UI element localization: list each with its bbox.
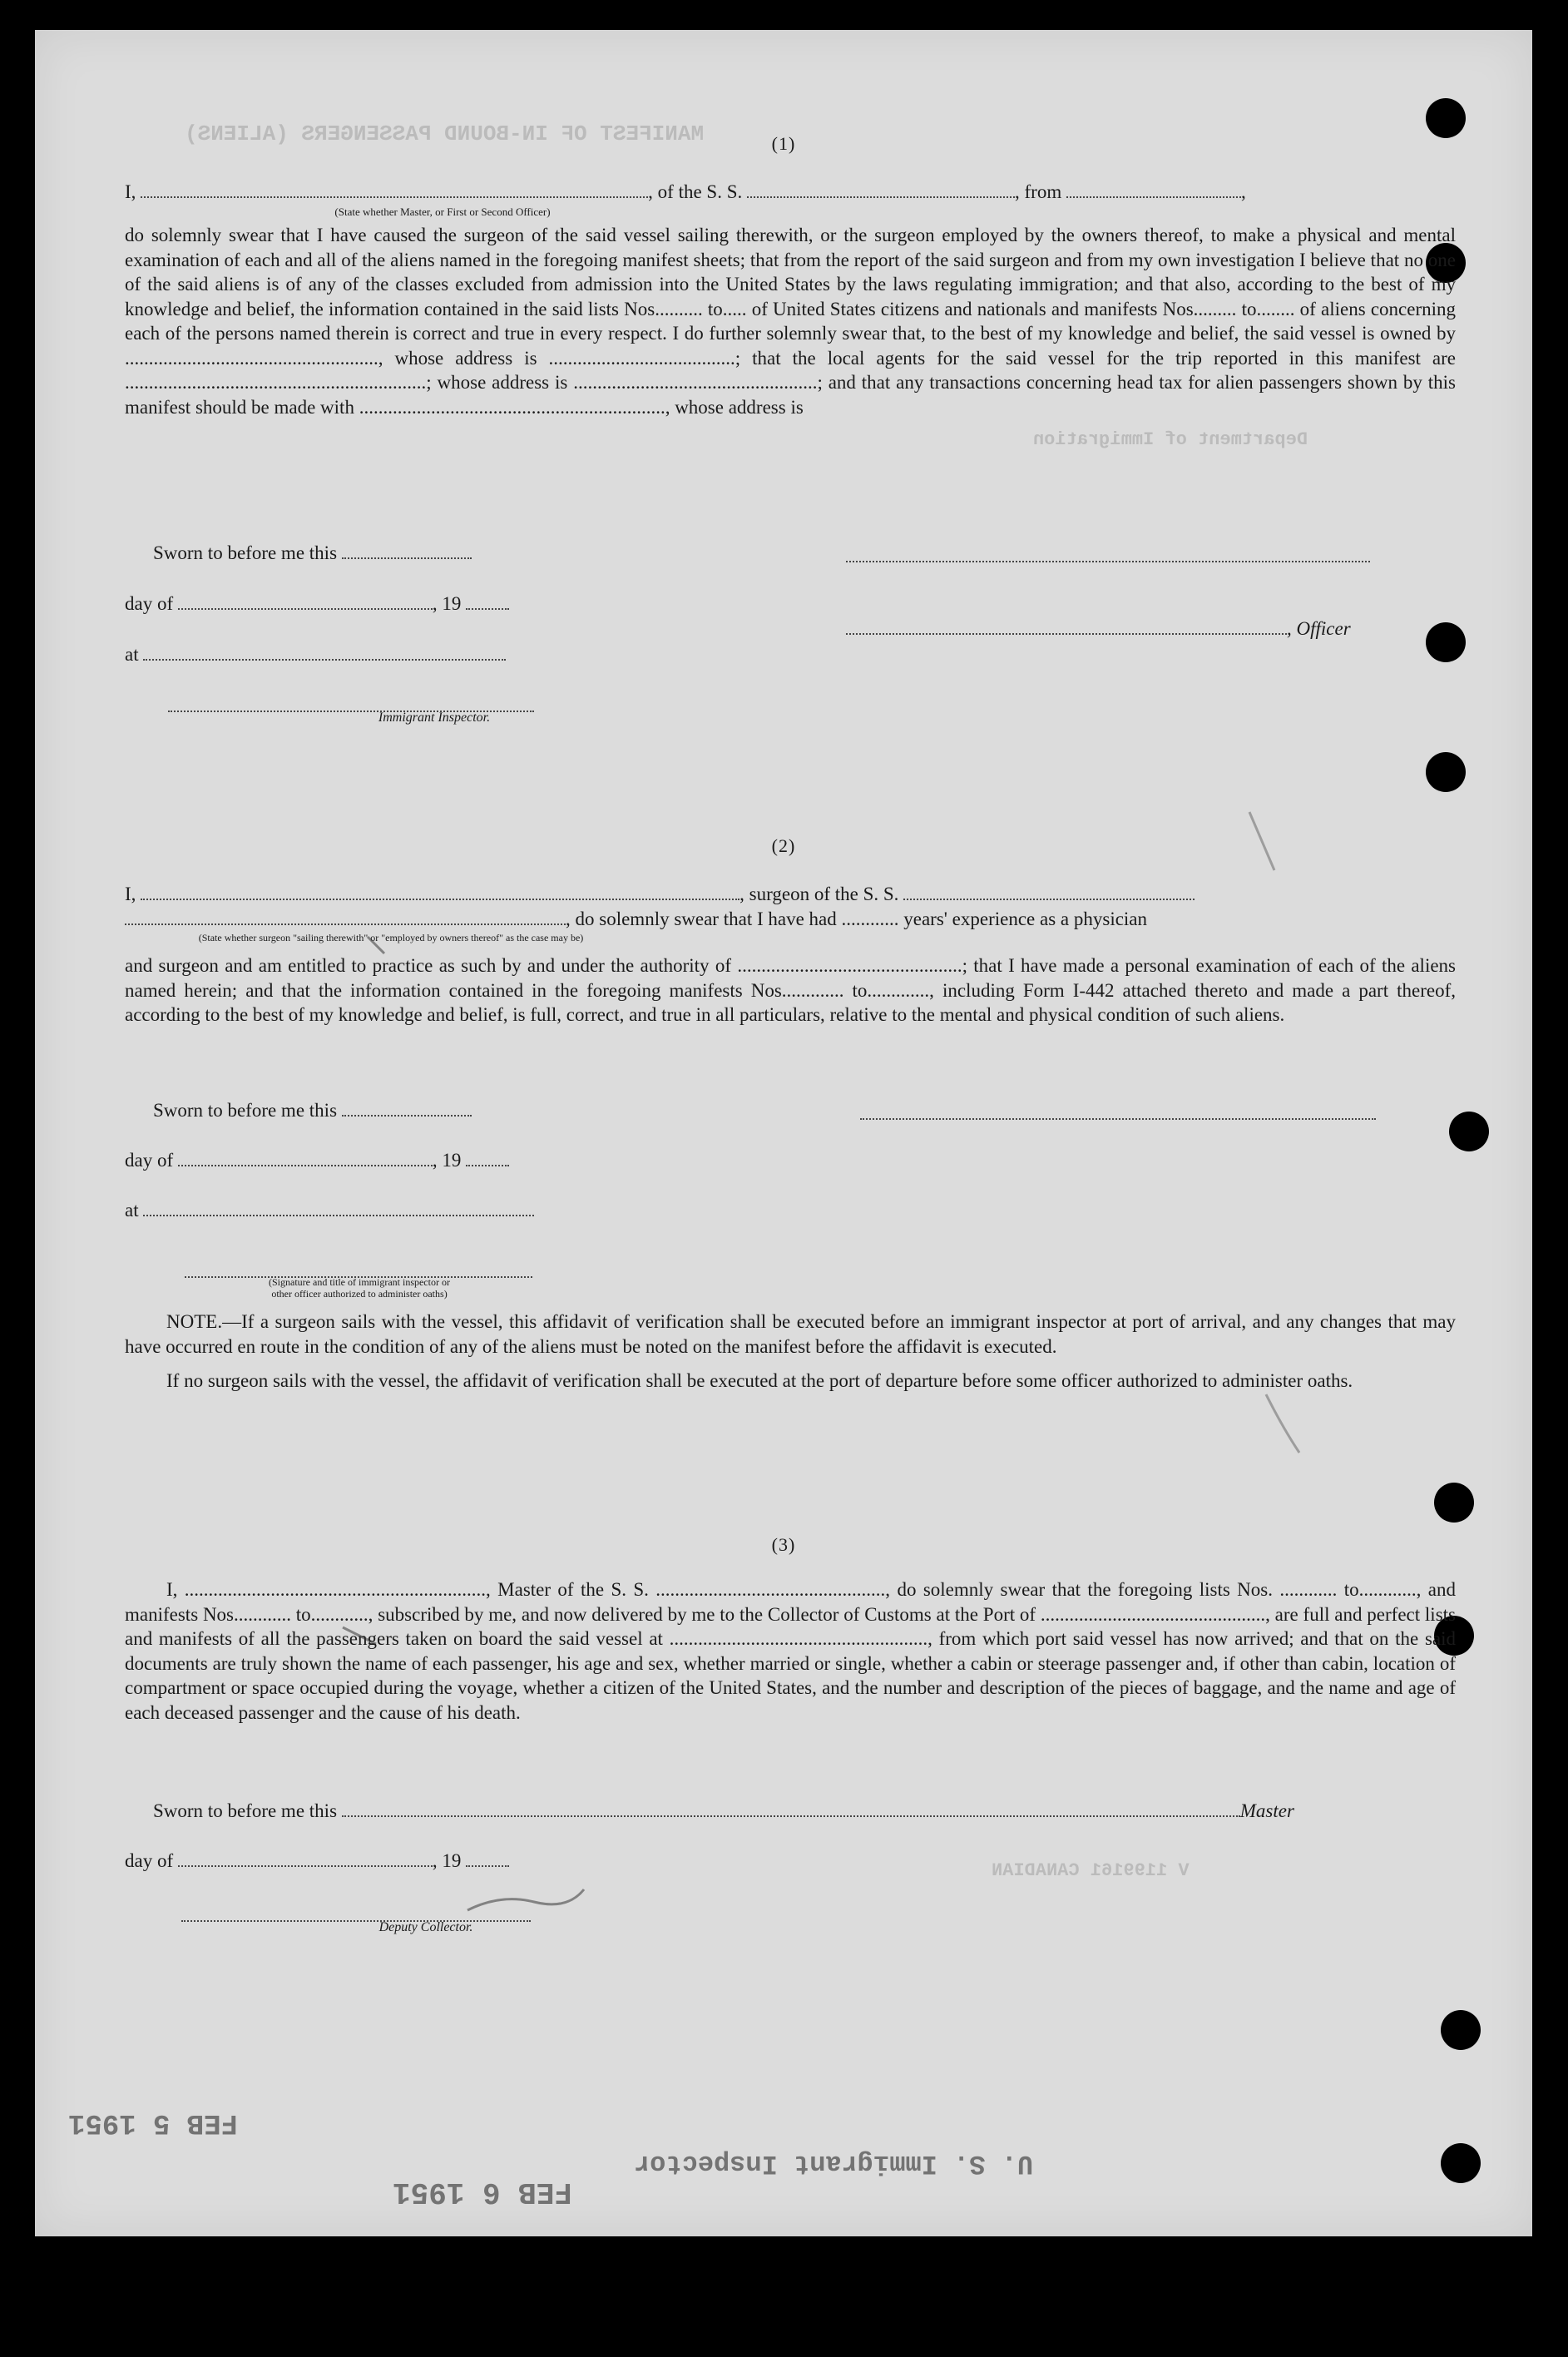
punch-hole (1426, 752, 1466, 792)
s1-day (125, 592, 509, 615)
date-stamp: FEB 6 1951 (393, 2175, 573, 2209)
from-port-field[interactable] (1066, 180, 1241, 198)
bleed-through-text: Department of Immigration (1033, 429, 1308, 450)
master-label: Master (1239, 1800, 1294, 1821)
bleed-through-text: MANIFEST OF IN-BOUND PASSENGERS (ALIENS) (185, 121, 705, 146)
s2-day (125, 1148, 509, 1171)
officer-label: , Officer (1287, 618, 1351, 639)
officer-caption: (State whether Master, or First or Second Officer) (334, 205, 551, 218)
day-field[interactable] (178, 592, 433, 610)
label-i: I, (125, 884, 136, 904)
punch-hole (1434, 1483, 1474, 1523)
master-signature-field[interactable] (342, 1799, 1240, 1817)
label-of-ss: , of the S. S. (648, 181, 743, 202)
day-label: day of (125, 1150, 174, 1171)
note-paragraph-1: NOTE.—If a surgeon sails with the vessel, this affidavit of verification shall be executed before an immigrant inspector at port of arrival, and any changes that may have occurred en route in the condition of any of the aliens must be noted on the manifest before the affidavit is executed. (125, 1311, 1456, 1357)
label-from: , from (1015, 181, 1062, 202)
s3-sworn (153, 1799, 1294, 1822)
officer-field[interactable] (141, 180, 648, 198)
sworn-label: Sworn to before me this (153, 542, 338, 563)
deputy-collector-caption: Deputy Collector. (378, 1920, 473, 1934)
officer-signature-line[interactable] (846, 559, 1370, 562)
year-label: , 19 (432, 1150, 462, 1171)
day-label: day of (125, 1850, 174, 1871)
bleed-through-text: V 1199161 CANADIAN (992, 1860, 1190, 1881)
s2-note (125, 1310, 1456, 1394)
year-field[interactable] (466, 1148, 509, 1166)
section-number: (2) (771, 835, 796, 856)
experience-text: , do solemnly swear that I have had ............ years' experience as a physician (566, 909, 1148, 929)
section-number: (1) (771, 133, 796, 154)
note-paragraph-2: If no surgeon sails with the vessel, the affidavit of verification shall be executed at the port of departure before some officer authorized to administer oaths. (166, 1370, 1353, 1391)
s3-day (125, 1849, 509, 1872)
at-field[interactable] (143, 642, 506, 661)
s1-line1: I, , of the S. S. , from , (125, 181, 1246, 202)
year-field[interactable] (466, 592, 509, 610)
punch-hole (1441, 2143, 1481, 2183)
s2-body: and surgeon and am entitled to practice as such by and under the authority of ...............................................; that I have made a personal examination of each of the aliens named herein; and that the information contained in the foregoing manifests Nos............. to............., including Form I-442 attached thereto and made a part thereof, according to the best of my knowledge and belief, is full, correct, and true in all particulars, relative to the mental and physical condition of such aliens. (125, 955, 1456, 1025)
day-field[interactable] (178, 1849, 433, 1867)
s2-line1 (125, 882, 1195, 905)
surgeon-signature-line[interactable] (860, 1117, 1376, 1120)
surgeon-name-field[interactable] (141, 882, 739, 900)
immigrant-inspector-caption: Immigrant Inspector. (378, 711, 491, 725)
s2-sworn (153, 1098, 472, 1122)
surgeon-status-field[interactable] (125, 907, 566, 925)
s1-officer (846, 616, 1351, 640)
punch-hole (1426, 622, 1466, 662)
surgeon-caption: (State whether surgeon "sailing therewith" or "employed by owners thereof" as the case may be) (198, 932, 584, 943)
year-label: , 19 (432, 1850, 462, 1871)
section-number: (3) (771, 1534, 796, 1555)
manifest-sheet (35, 30, 1532, 2236)
day-field[interactable] (178, 1148, 433, 1166)
ship-name-field[interactable] (903, 882, 1195, 900)
punch-hole (1426, 98, 1466, 138)
s2-at (125, 1198, 534, 1221)
day-label: day of (125, 593, 174, 614)
s1-at (125, 642, 506, 666)
year-label: , 19 (432, 593, 462, 614)
sworn-label: Sworn to before me this (153, 1100, 338, 1121)
label-i: I, (125, 181, 136, 202)
at-field[interactable] (143, 1198, 534, 1216)
date-stamp: FEB 5 1951 (68, 2107, 239, 2138)
signature-caption-1: (Signature and title of immigrant inspector or (269, 1276, 450, 1288)
sworn-date-field[interactable] (342, 541, 472, 559)
punch-hole (1449, 1112, 1489, 1151)
s2-line2 (125, 907, 1147, 930)
year-field[interactable] (466, 1849, 509, 1867)
sworn-date-field[interactable] (342, 1098, 472, 1117)
label-surgeon-of-ss: , surgeon of the S. S. (739, 884, 899, 904)
ship-name-field[interactable] (747, 180, 1015, 198)
inspector-stamp: U. S. Immigrant Inspector (634, 2148, 1034, 2179)
punch-hole (1441, 2010, 1481, 2050)
sworn-label: Sworn to before me this (153, 1800, 338, 1821)
at-label: at (125, 644, 139, 665)
s1-body: do solemnly swear that I have caused the surgeon of the said vessel sailing therewith, or the surgeon employed by the owners thereof, to make a physical and mental examination of each and all of the aliens named in the foregoing manifest sheets; that from the report of the said surgeon and from my own investigation I believe that no one of the said aliens is of any of the classes excluded from admission into the United States by the laws regulating immigration; and that also, according to the best of my knowledge and belief, the information contained in the said lists Nos.......... to..... of United States citizens and nationals and manifests Nos......... to........ of aliens concerning each of the persons named therein is correct and true in every respect. I do further solemnly swear that, to the best of my knowledge and belief, the said vessel is owned by ....................................................., whose address is .......................................; that the local agents for the said vessel for the trip reported in this manifest are ...............................................................; whose address is ...................................................; and that any transactions concerning head tax for alien passengers shown by this manifest should be made with ................................................................, whose address is (125, 225, 1456, 418)
at-label: at (125, 1200, 139, 1221)
s3-body: I, ..............................................................., Master of the S. S. ................................................, do solemnly swear that the foregoing lists Nos. ............ to............, and manifests Nos............ to............, subscribed by me, and now delivered by me to the Collector of Customs at the Port of ..............................................., are full and perfect lists and manifests of all the passengers taken on board the said vessel at ......................................................, from which port said vessel has now arrived; and that on the said documents are truly shown the name of each passenger, his age and sex, whether married or single, whether a cabin or steerage passenger and, if other than cabin, location of compartment or space occupied during the voyage, whether a citizen of the United States, and the number and description of the pieces of baggage, and the name and age of each deceased passenger and the cause of his death. (125, 1579, 1456, 1723)
signature-caption-2: other officer authorized to administer oaths) (271, 1288, 448, 1300)
officer-sig-field[interactable] (846, 616, 1287, 635)
s1-sworn (153, 541, 472, 564)
